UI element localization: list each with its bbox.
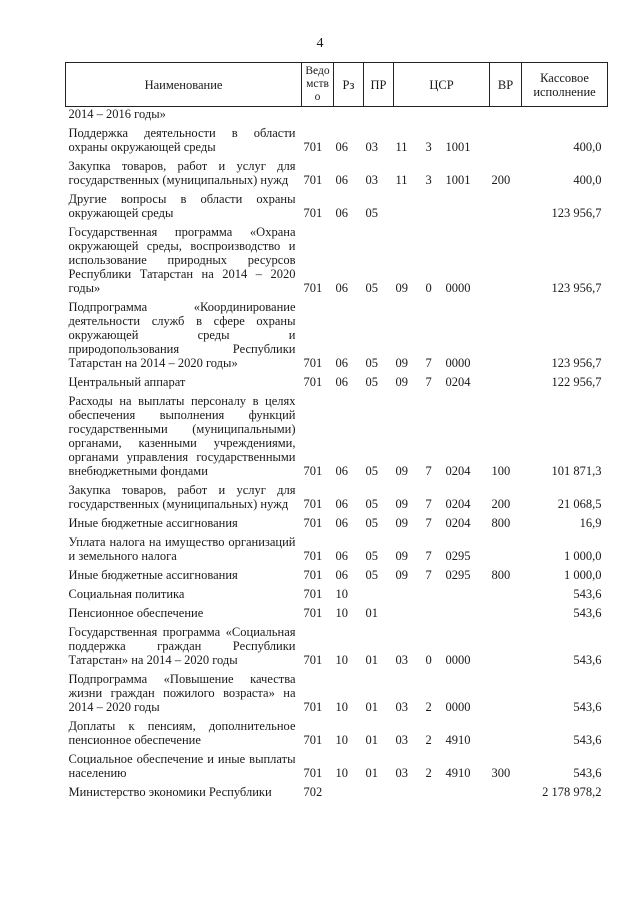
page-number: 4 bbox=[316, 36, 324, 51]
row-amount: 1 000,0 bbox=[564, 549, 602, 563]
row-pr: 05 bbox=[365, 356, 378, 370]
row-csr-direction: 0204 bbox=[445, 497, 471, 511]
row-pr: 05 bbox=[365, 568, 378, 582]
row-rz: 06 bbox=[335, 375, 348, 389]
row-vr: 300 bbox=[491, 766, 511, 780]
row-vr bbox=[490, 531, 522, 564]
row-vr bbox=[490, 371, 522, 390]
row-csr-subprogram: 7 bbox=[425, 375, 432, 389]
row-ved: 701 bbox=[303, 356, 323, 370]
row-csr-program: 09 bbox=[395, 497, 408, 511]
row-vr: 800 bbox=[491, 516, 511, 530]
row-pr: 05 bbox=[365, 549, 378, 563]
row-ved: 701 bbox=[303, 497, 323, 511]
row-csr-subprogram bbox=[424, 781, 444, 800]
header-pr: ПР bbox=[364, 63, 394, 107]
row-name: Центральный аппарат bbox=[68, 375, 186, 389]
table-row bbox=[66, 748, 608, 781]
row-amount: 543,6 bbox=[573, 653, 602, 667]
row-vr bbox=[490, 122, 522, 155]
row-rz: 06 bbox=[335, 281, 348, 295]
row-csr-program bbox=[394, 602, 424, 621]
table-row bbox=[66, 155, 608, 188]
row-name: Социальная политика bbox=[68, 587, 185, 601]
row-name: Закупка товаров, работ и услуг для государственных (муниципальных) нужд bbox=[68, 159, 296, 187]
row-csr-program: 09 bbox=[395, 281, 408, 295]
row-ved: 701 bbox=[303, 733, 323, 747]
table-row bbox=[66, 602, 608, 621]
table-row bbox=[66, 188, 608, 221]
row-vr bbox=[490, 188, 522, 221]
row-vr bbox=[490, 781, 522, 800]
row-amount: 400,0 bbox=[573, 173, 602, 187]
row-rz: 06 bbox=[335, 206, 348, 220]
row-vr bbox=[490, 583, 522, 602]
row-amount: 2 178 978,2 bbox=[542, 785, 602, 799]
row-csr-direction bbox=[444, 583, 490, 602]
row-pr: 01 bbox=[365, 766, 378, 780]
row-name: Закупка товаров, работ и услуг для государственных (муниципальных) нужд bbox=[68, 483, 296, 511]
row-ved: 702 bbox=[303, 785, 323, 799]
row-amount: 21 068,5 bbox=[557, 497, 602, 511]
header-amount: Кассовое исполнение bbox=[522, 63, 608, 107]
budget-table bbox=[65, 62, 608, 800]
row-csr-direction: 0204 bbox=[445, 464, 471, 478]
table-row bbox=[66, 668, 608, 715]
row-name: Поддержка деятельности в области охраны окружающей среды bbox=[68, 126, 296, 154]
row-amount: 400,0 bbox=[573, 140, 602, 154]
row-csr-program: 09 bbox=[395, 549, 408, 563]
row-csr-direction: 0000 bbox=[445, 653, 471, 667]
header-name: Наименование bbox=[66, 63, 302, 107]
row-amount: 101 871,3 bbox=[551, 464, 602, 478]
row-csr-subprogram bbox=[424, 107, 444, 123]
row-ved: 701 bbox=[303, 173, 323, 187]
row-amount bbox=[522, 107, 608, 123]
row-name: Другие вопросы в области охраны окружающей среды bbox=[68, 192, 296, 220]
row-amount: 543,6 bbox=[573, 606, 602, 620]
row-csr-subprogram: 7 bbox=[425, 568, 432, 582]
row-csr-subprogram: 3 bbox=[425, 140, 432, 154]
row-ved: 701 bbox=[303, 516, 323, 530]
row-csr-subprogram: 2 bbox=[425, 700, 432, 714]
row-amount: 543,6 bbox=[573, 766, 602, 780]
row-ved: 701 bbox=[303, 766, 323, 780]
row-pr: 05 bbox=[365, 375, 378, 389]
row-pr: 05 bbox=[365, 206, 378, 220]
row-name: Доплаты к пенсиям, дополнительное пенсионное обеспечение bbox=[68, 719, 296, 747]
row-vr bbox=[490, 668, 522, 715]
table-row bbox=[66, 479, 608, 512]
row-csr-direction: 0204 bbox=[445, 516, 471, 530]
row-name: Социальное обеспечение и иные выплаты населению bbox=[68, 752, 296, 780]
row-csr-direction: 0204 bbox=[445, 375, 471, 389]
table-row bbox=[66, 221, 608, 296]
row-csr-subprogram bbox=[424, 602, 444, 621]
row-ved: 701 bbox=[303, 606, 323, 620]
row-vr bbox=[490, 107, 522, 123]
row-rz: 06 bbox=[335, 464, 348, 478]
row-name: Министерство экономики Республики bbox=[68, 785, 272, 799]
header-vr: ВР bbox=[490, 63, 522, 107]
row-rz: 10 bbox=[335, 606, 348, 620]
row-ved: 701 bbox=[303, 206, 323, 220]
row-pr: 03 bbox=[365, 173, 378, 187]
row-csr-direction: 0000 bbox=[445, 281, 471, 295]
row-csr-subprogram: 3 bbox=[425, 173, 432, 187]
row-amount: 122 956,7 bbox=[551, 375, 602, 389]
row-ved: 701 bbox=[303, 281, 323, 295]
row-vr: 200 bbox=[491, 173, 511, 187]
row-pr: 05 bbox=[365, 516, 378, 530]
row-rz: 10 bbox=[335, 733, 348, 747]
row-rz: 10 bbox=[335, 700, 348, 714]
row-rz bbox=[334, 781, 364, 800]
table-header-row bbox=[66, 63, 608, 107]
row-name: Уплата налога на имущество организаций и земельного налога bbox=[68, 535, 296, 563]
row-vr bbox=[490, 602, 522, 621]
row-vr: 800 bbox=[491, 568, 511, 582]
row-pr: 01 bbox=[365, 733, 378, 747]
row-csr-program bbox=[394, 188, 424, 221]
row-name: Подпрограмма «Координирование деятельности служб в сфере охраны окружающей среды и природопользования Республики Татарстан на 2014 – 2020 годы» bbox=[68, 300, 296, 370]
table-row bbox=[66, 531, 608, 564]
row-csr-direction: 1001 bbox=[445, 140, 471, 154]
row-csr-subprogram: 7 bbox=[425, 497, 432, 511]
row-name: Подпрограмма «Повышение качества жизни граждан пожилого возраста» на 2014 – 2020 годы bbox=[68, 672, 296, 714]
row-csr-direction: 1001 bbox=[445, 173, 471, 187]
row-csr-program bbox=[394, 107, 424, 123]
row-pr: 01 bbox=[365, 606, 378, 620]
row-name: Пенсионное обеспечение bbox=[68, 606, 204, 620]
table-row bbox=[66, 715, 608, 748]
row-vr bbox=[490, 296, 522, 371]
row-pr: 01 bbox=[365, 653, 378, 667]
table-row bbox=[66, 371, 608, 390]
row-pr bbox=[364, 583, 394, 602]
row-rz: 06 bbox=[335, 140, 348, 154]
header-rz: Рз bbox=[334, 63, 364, 107]
row-pr: 01 bbox=[365, 700, 378, 714]
row-csr-direction: 0000 bbox=[445, 700, 471, 714]
row-csr-direction: 0295 bbox=[445, 549, 471, 563]
row-ved: 701 bbox=[303, 653, 323, 667]
row-amount: 543,6 bbox=[573, 700, 602, 714]
row-csr-direction: 0000 bbox=[445, 356, 471, 370]
row-rz: 06 bbox=[335, 173, 348, 187]
row-ved: 701 bbox=[303, 700, 323, 714]
row-pr: 05 bbox=[365, 497, 378, 511]
row-pr: 05 bbox=[365, 281, 378, 295]
row-rz: 06 bbox=[335, 497, 348, 511]
row-csr-subprogram bbox=[424, 583, 444, 602]
row-name: Иные бюджетные ассигнования bbox=[68, 516, 238, 530]
table-row bbox=[66, 564, 608, 583]
row-ved: 701 bbox=[303, 464, 323, 478]
row-vr bbox=[490, 621, 522, 668]
row-csr-direction: 4910 bbox=[445, 766, 471, 780]
row-csr-subprogram: 2 bbox=[425, 733, 432, 747]
row-vr: 100 bbox=[491, 464, 511, 478]
row-pr bbox=[364, 781, 394, 800]
row-ved: 701 bbox=[303, 375, 323, 389]
row-vr: 200 bbox=[491, 497, 511, 511]
row-csr-program: 09 bbox=[395, 568, 408, 582]
row-csr-subprogram: 2 bbox=[425, 766, 432, 780]
row-rz: 10 bbox=[335, 766, 348, 780]
table-row bbox=[66, 512, 608, 531]
row-amount: 123 956,7 bbox=[551, 206, 602, 220]
row-csr-subprogram: 7 bbox=[425, 516, 432, 530]
row-csr-direction bbox=[444, 188, 490, 221]
row-csr-program: 03 bbox=[395, 653, 408, 667]
row-ved: 701 bbox=[303, 568, 323, 582]
row-csr-subprogram: 0 bbox=[425, 281, 432, 295]
row-pr bbox=[364, 107, 394, 123]
row-csr-subprogram: 0 bbox=[425, 653, 432, 667]
row-csr-program: 09 bbox=[395, 516, 408, 530]
row-name: Расходы на выплаты персоналу в целях обеспечения выполнения функций государственными (муниципальными) органами, казенными учреждениями, органами управления государственными внебюджетными фондами bbox=[68, 394, 296, 478]
table-row bbox=[66, 296, 608, 371]
row-rz: 10 bbox=[335, 653, 348, 667]
row-csr-program bbox=[394, 583, 424, 602]
row-csr-program: 09 bbox=[395, 356, 408, 370]
row-amount: 543,6 bbox=[573, 587, 602, 601]
row-ved: 701 bbox=[303, 549, 323, 563]
row-name: Государственная программа «Охрана окружающей среды, воспроизводство и использование природных ресурсов Республики Татарстан на 2014 – 2020 годы» bbox=[68, 225, 296, 295]
row-csr-program bbox=[394, 781, 424, 800]
row-amount: 16,9 bbox=[579, 516, 602, 530]
row-vr bbox=[490, 715, 522, 748]
row-csr-subprogram bbox=[424, 188, 444, 221]
row-csr-direction bbox=[444, 781, 490, 800]
row-csr-subprogram: 7 bbox=[425, 464, 432, 478]
table-row bbox=[66, 781, 608, 800]
row-rz: 06 bbox=[335, 568, 348, 582]
row-csr-program: 03 bbox=[395, 700, 408, 714]
row-csr-subprogram: 7 bbox=[425, 356, 432, 370]
row-pr: 05 bbox=[365, 464, 378, 478]
row-rz bbox=[334, 107, 364, 123]
row-csr-subprogram: 7 bbox=[425, 549, 432, 563]
row-rz: 06 bbox=[335, 549, 348, 563]
header-csr: ЦСР bbox=[394, 63, 490, 107]
table-row bbox=[66, 621, 608, 668]
row-csr-direction: 4910 bbox=[445, 733, 471, 747]
row-amount: 543,6 bbox=[573, 733, 602, 747]
row-csr-program: 09 bbox=[395, 464, 408, 478]
row-csr-program: 03 bbox=[395, 766, 408, 780]
row-csr-program: 03 bbox=[395, 733, 408, 747]
row-csr-direction: 0295 bbox=[445, 568, 471, 582]
row-ved: 701 bbox=[303, 140, 323, 154]
row-amount: 1 000,0 bbox=[564, 568, 602, 582]
row-amount: 123 956,7 bbox=[551, 281, 602, 295]
row-amount: 123 956,7 bbox=[551, 356, 602, 370]
row-rz: 06 bbox=[335, 516, 348, 530]
table-row bbox=[66, 583, 608, 602]
row-ved bbox=[302, 107, 334, 123]
row-ved: 701 bbox=[303, 587, 323, 601]
row-rz: 06 bbox=[335, 356, 348, 370]
table-row bbox=[66, 107, 608, 123]
row-csr-program: 09 bbox=[395, 375, 408, 389]
row-name: Государственная программа «Социальная поддержка граждан Республики Татарстан» на 2014 – 2020 годы bbox=[68, 625, 296, 667]
row-pr: 03 bbox=[365, 140, 378, 154]
row-csr-direction bbox=[444, 602, 490, 621]
row-csr-direction bbox=[444, 107, 490, 123]
row-name: 2014 – 2016 годы» bbox=[68, 107, 166, 121]
row-vr bbox=[490, 221, 522, 296]
table-row bbox=[66, 390, 608, 479]
row-csr-program: 11 bbox=[395, 173, 408, 187]
table-row bbox=[66, 122, 608, 155]
row-name: Иные бюджетные ассигнования bbox=[68, 568, 238, 582]
row-csr-program: 11 bbox=[395, 140, 408, 154]
row-rz: 10 bbox=[335, 587, 348, 601]
header-ved: Ведомство bbox=[302, 63, 334, 107]
